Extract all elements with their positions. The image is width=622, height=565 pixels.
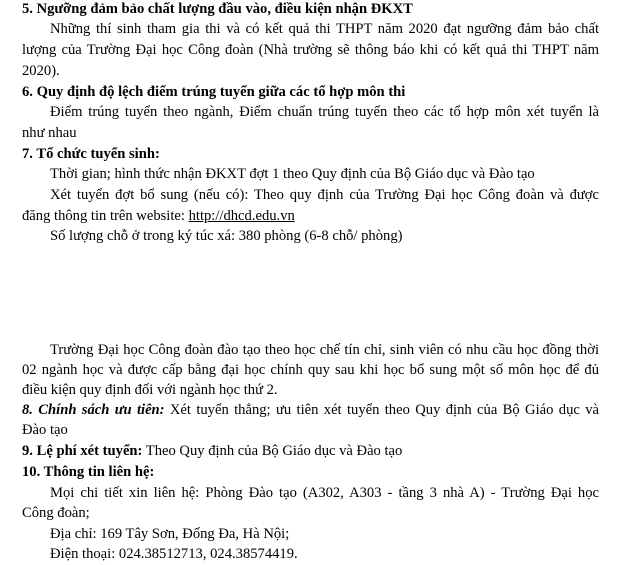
- section-6-line-2: như nhau: [22, 125, 77, 141]
- section-7-heading: 7. Tổ chức tuyển sinh:: [22, 146, 160, 162]
- section-7-website-label: đăng thông tin trên website:: [22, 208, 189, 224]
- section-10-line-2: Công đoàn;: [22, 505, 90, 521]
- website-link[interactable]: http://dhcd.edu.vn: [188, 208, 295, 224]
- section-8-line-1: [22, 400, 599, 420]
- section-7-line-4: Số lượng chỗ ở trong ký túc xá: 380 phòng (6-8 chỗ/ phòng): [50, 228, 403, 244]
- section-5-heading: 5. Ngưỡng đảm bảo chất lượng đầu vào, điều kiện nhận ĐKXT: [22, 1, 413, 17]
- section-5-line-2: lượng của Trường Đại học Công đoàn (Nhà trường sẽ thông báo khi có kết quả thi THPT năm: [22, 42, 599, 58]
- section-6-heading: 6. Quy định độ lệch điểm trúng tuyển giữa các tổ hợp môn thi: [22, 84, 406, 100]
- section-7-line-3: [22, 206, 295, 226]
- section-8-line-2: Đào tạo: [22, 422, 68, 438]
- paragraph-line-2: 02 ngành học và được cấp bằng đại học chính quy sau khi học bổ sung một số môn học để đủ: [22, 362, 599, 378]
- paragraph-line-3: điều kiện quy định đối với ngành học thứ 2.: [22, 382, 278, 398]
- paragraph-line-1: Trường Đại học Công đoàn đào tạo theo học chế tín chỉ, sinh viên có nhu cầu học đồng thời: [50, 342, 599, 358]
- section-8-text: Xét tuyển thẳng; ưu tiên xét tuyển theo Quy định của Bộ Giáo dục và: [164, 402, 599, 418]
- section-7-line-2: Xét tuyển đợt bổ sung (nếu có): Theo quy định của Trường Đại học Công đoàn và được: [50, 187, 599, 203]
- section-9-line: [22, 441, 402, 461]
- section-9-text: Theo Quy định của Bộ Giáo dục và Đào tạo: [142, 443, 403, 459]
- section-5-line-1: Những thí sinh tham gia thi và có kết quả thi THPT năm 2020 đạt ngưỡng đảm bảo chất: [50, 21, 599, 37]
- section-10-heading: 10. Thông tin liên hệ:: [22, 464, 155, 480]
- section-10-line-1: Mọi chi tiết xin liên hệ: Phòng Đào tạo (A302, A303 - tầng 3 nhà A) - Trường Đại học: [50, 485, 599, 501]
- section-10-line-4: Điện thoại: 024.38512713, 024.38574419.: [50, 546, 298, 562]
- section-5-line-3: 2020).: [22, 63, 60, 79]
- section-7-line-1: Thời gian; hình thức nhận ĐKXT đợt 1 theo Quy định của Bộ Giáo dục và Đào tạo: [50, 166, 535, 182]
- section-6-line-1: Điểm trúng tuyển theo ngành, Điểm chuẩn trúng tuyển theo các tổ hợp môn xét tuyển là: [50, 104, 599, 120]
- section-9-label: 9. Lệ phí xét tuyển:: [22, 443, 143, 459]
- section-8-label: 8. Chính sách ưu tiên:: [22, 402, 165, 418]
- section-10-line-3: Địa chỉ: 169 Tây Sơn, Đống Đa, Hà Nội;: [50, 526, 290, 542]
